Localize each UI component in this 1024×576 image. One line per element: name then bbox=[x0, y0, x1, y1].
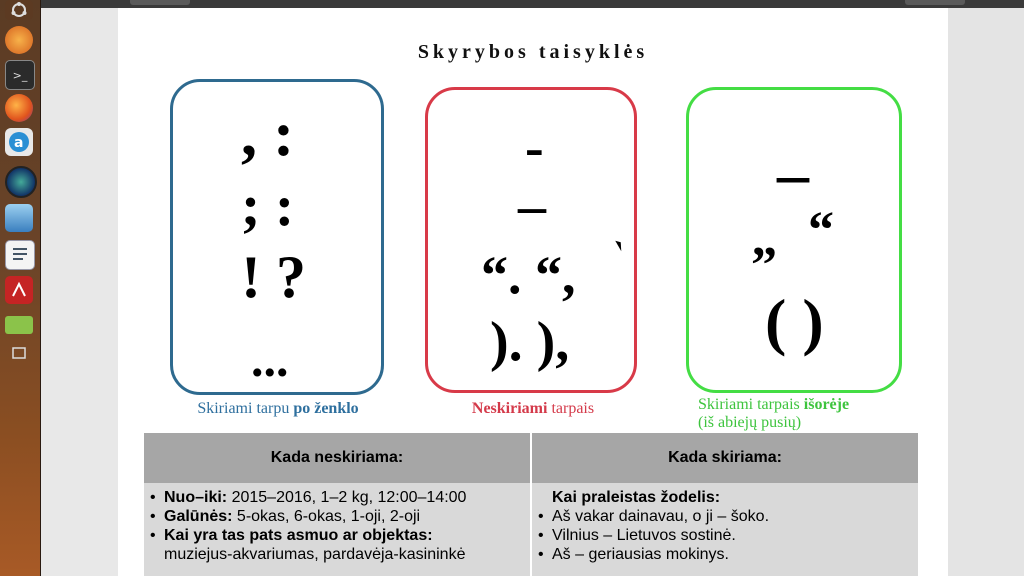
table-header-no-space: Kada neskiriama: bbox=[144, 433, 530, 483]
slide bbox=[118, 8, 948, 576]
paren-period-comma-symbols: ). ), bbox=[490, 311, 570, 373]
outside-space-box bbox=[686, 87, 902, 393]
item-text: Vilnius – Lietuvos sostinė. bbox=[552, 527, 736, 544]
bullet: • bbox=[538, 527, 544, 544]
caption-line2: (iš abiejų pusių) bbox=[698, 414, 802, 431]
list-item bbox=[144, 526, 530, 545]
slide-title: Skyrybos taisyklės bbox=[417, 41, 649, 63]
firefox-dev-icon[interactable] bbox=[5, 26, 33, 54]
bullet: • bbox=[150, 489, 156, 506]
ubuntu-logo-icon[interactable] bbox=[5, 0, 33, 20]
caption-bold: išorėje bbox=[803, 396, 850, 413]
top-panel bbox=[0, 0, 1024, 8]
bullet: • bbox=[538, 508, 544, 525]
workspace-icon[interactable] bbox=[5, 345, 33, 361]
list-heading bbox=[532, 488, 918, 507]
right-margin bbox=[948, 8, 1024, 576]
rules-table bbox=[144, 433, 918, 576]
table-header-space: Kada skiriama: bbox=[532, 433, 918, 483]
comma-colon-symbols: , : bbox=[241, 98, 295, 169]
firefox-icon[interactable] bbox=[5, 94, 33, 122]
parentheses-symbols: ( ) bbox=[765, 286, 824, 357]
item-text: 5-okas, 6-okas, 1-oji, 2-oji bbox=[232, 508, 421, 525]
item-text: Aš – geriausias mokinys. bbox=[552, 546, 729, 563]
list-item bbox=[532, 545, 918, 564]
top-panel-tab[interactable] bbox=[130, 0, 190, 5]
semicolon-colon-symbols: ; : bbox=[241, 173, 295, 238]
item-label: Kai yra tas pats asmuo ar objektas: bbox=[164, 527, 433, 544]
text-editor-icon[interactable] bbox=[5, 240, 35, 270]
bullet: • bbox=[150, 527, 156, 544]
terminal-icon[interactable]: >_ bbox=[5, 60, 35, 90]
hyphen-symbol: - bbox=[525, 117, 544, 179]
caption-text: Skiriami tarpais bbox=[698, 396, 804, 413]
settings-icon[interactable] bbox=[5, 204, 33, 232]
table-cell-no-space bbox=[144, 483, 530, 576]
caption-space-outside bbox=[698, 396, 898, 432]
opening-quote-symbol: “ bbox=[808, 202, 834, 259]
item-text: Aš vakar dainavau, o ji – šoko. bbox=[552, 508, 770, 525]
folder-icon[interactable] bbox=[5, 316, 33, 334]
list-item bbox=[144, 507, 530, 526]
closing-quote-symbol: ” bbox=[751, 237, 777, 294]
list-item bbox=[532, 507, 918, 526]
bullet: • bbox=[538, 546, 544, 563]
caption-no-space bbox=[418, 400, 648, 418]
exclamation-question-symbols: ! ? bbox=[241, 244, 306, 310]
em-dash-symbol: – bbox=[777, 138, 809, 209]
list-item bbox=[532, 526, 918, 545]
chromium-icon[interactable] bbox=[5, 166, 37, 198]
list-item-continued: muziejus-akvariumas, pardavėja-kasininkė bbox=[164, 546, 466, 563]
caption-bold: Neskiriami bbox=[471, 400, 548, 417]
item-text: 2015–2016, 1–2 kg, 12:00–14:00 bbox=[227, 489, 467, 506]
bullet: • bbox=[150, 508, 156, 525]
caption-space-after bbox=[158, 400, 398, 418]
table-divider bbox=[530, 433, 532, 576]
item-label: Nuo–iki: bbox=[164, 489, 228, 506]
software-center-icon[interactable] bbox=[5, 128, 33, 156]
top-panel-tab[interactable] bbox=[905, 0, 965, 5]
no-space-box bbox=[425, 87, 637, 393]
caption-bold: po ženklo bbox=[293, 400, 359, 417]
caption-text: Skiriami tarpu bbox=[197, 400, 294, 417]
list-heading-text: Kai praleistas žodelis: bbox=[552, 489, 721, 506]
table-cell-space bbox=[532, 483, 918, 576]
quote-period-comma-symbols: “. “, bbox=[481, 245, 576, 305]
pdf-viewer-icon[interactable] bbox=[5, 276, 33, 304]
launcher bbox=[0, 0, 41, 576]
list-item bbox=[144, 488, 530, 507]
ellipsis-symbol: ... bbox=[251, 331, 289, 387]
svg-text:a: a bbox=[14, 135, 24, 151]
item-label: Galūnės: bbox=[164, 508, 233, 525]
en-dash-symbol: – bbox=[518, 175, 546, 237]
no-space-after-box bbox=[170, 79, 384, 395]
caption-text: tarpais bbox=[547, 400, 595, 417]
